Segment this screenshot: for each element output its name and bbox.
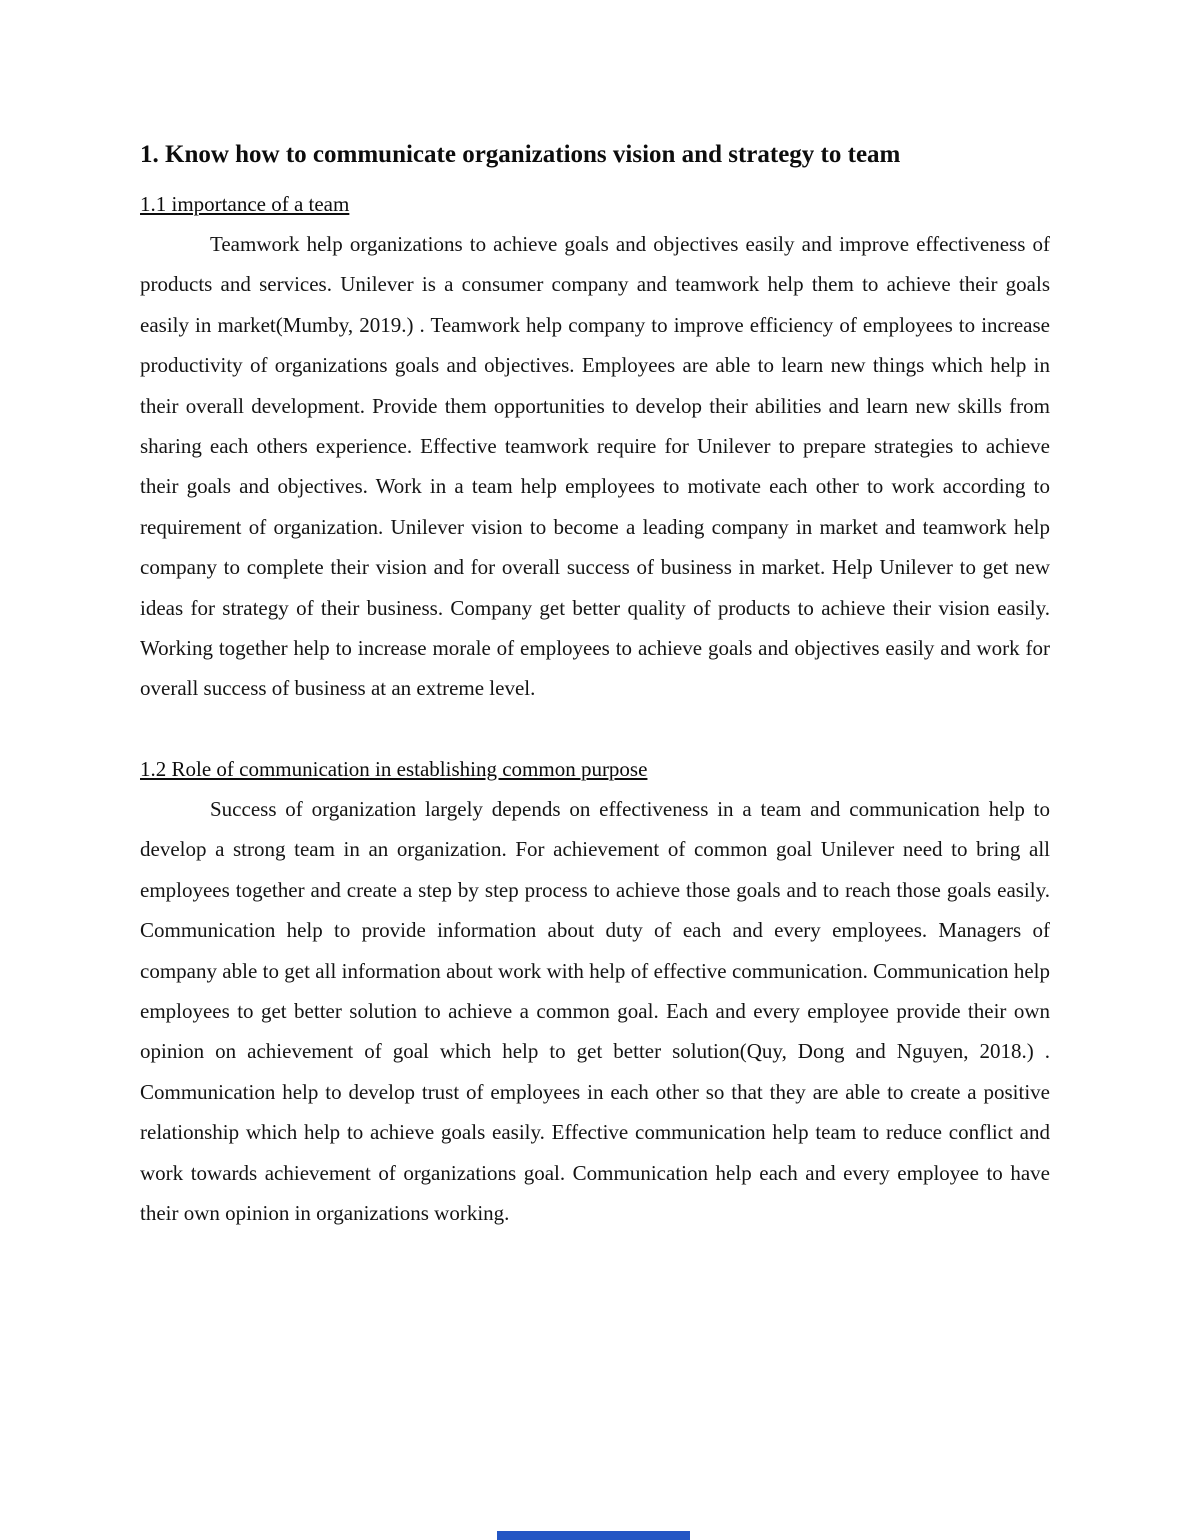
- main-heading: 1. Know how to communicate organizations vision and strategy to team: [140, 141, 901, 168]
- section-1-1: [140, 184, 1050, 709]
- paragraph-importance-of-a-team: Teamwork help organizations to achieve goals and objectives easily and improve effectiveness of products and services. Unilever is a consumer company and teamwork help them to achieve their goals easily in market(Mumby, 2019.) . Teamwork help company to improve efficiency of employees to increase productivity of organizations goals and objectives. Employees are able to learn new things which help in their overall development. Provide them opportunities to develop their abilities and learn new skills from sharing each others experience. Effective teamwork require for Unilever to prepare strategies to achieve their goals and objectives. Work in a team help employees to motivate each other to work according to requirement of organization. Unilever vision to become a leading company in market and teamwork help company to complete their vision and for overall success of business in market. Help Unilever to get new ideas for strategy of their business. Company get better quality of products to achieve their vision easily. Working together help to increase morale of employees to achieve goals and objectives easily and work for overall success of business at an extreme level.: [140, 232, 1050, 701]
- paragraph-role-of-communication: Success of organization largely depends on effectiveness in a team and communication help to develop a strong team in an organization. For achievement of common goal Unilever need to bring all employees together and create a step by step process to achieve those goals and to reach those goals easily. Communication help to provide information about duty of each and every employees. Managers of company able to get all information about work with help of effective communication. Communication help employees to get better solution to achieve a common goal. Each and every employee provide their own opinion on achievement of goal which help to get better solution(Quy, Dong and Nguyen, 2018.) . Communication help to develop trust of employees in each other so that they are able to create a positive relationship which help to achieve goals easily. Effective communication help team to reduce conflict and work towards achievement of organizations goal. Communication help each and every employee to have their own opinion in organizations working.: [140, 796, 1050, 1225]
- footer-accent-bar: [497, 1531, 690, 1540]
- subheading-importance-of-a-team: 1.1 importance of a team: [140, 192, 350, 216]
- section-1-2: [140, 749, 1050, 1233]
- subheading-role-of-communication: 1.2 Role of communication in establishing common purpose: [140, 756, 648, 781]
- document-content: [140, 138, 1050, 1233]
